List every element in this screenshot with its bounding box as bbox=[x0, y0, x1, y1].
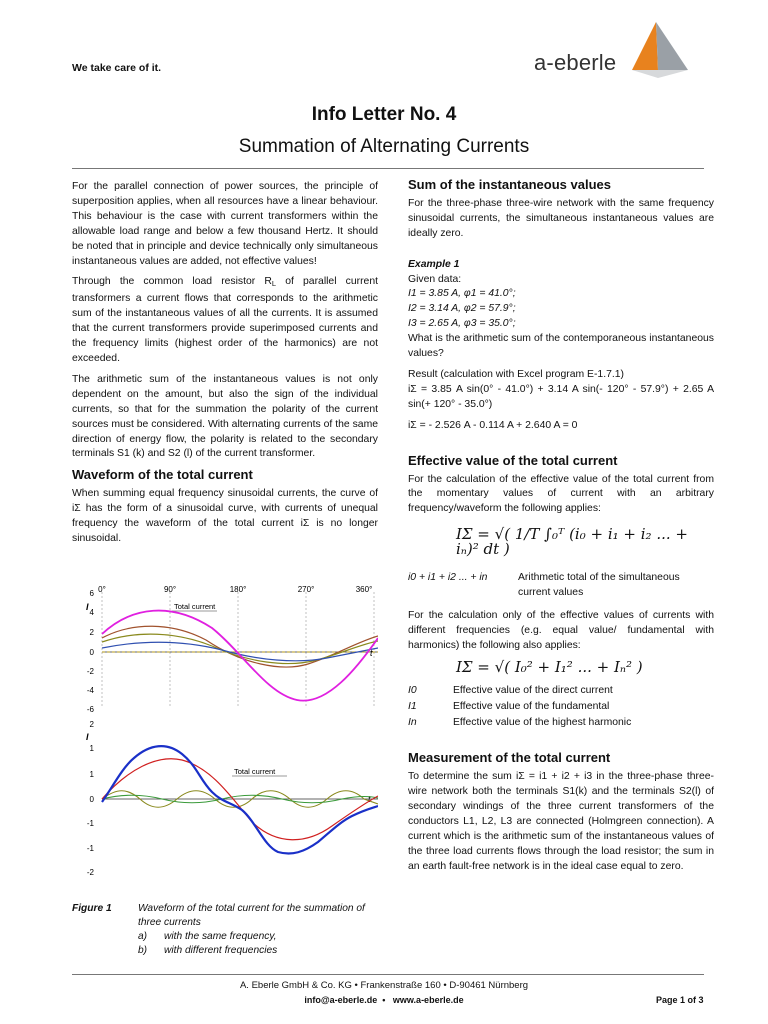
bottom-ytick-m1b: -1 bbox=[86, 844, 94, 853]
footer-contact bbox=[0, 995, 768, 1005]
bottom-ytick-1a: 1 bbox=[89, 744, 94, 753]
page-subtitle: Summation of Alternating Currents bbox=[238, 136, 530, 157]
top-curve-label: Total current bbox=[174, 602, 216, 611]
data-line-2: I2 = 3.14 A, φ2 = 57.9°; bbox=[408, 303, 516, 315]
paragraph-waveform: When summing equal frequency sinusoidal currents, the curve of iΣ has the form of a sinusoidal curve, with currents of unequal frequency the waveform of the total current iΣ is no longer sinusoidal. bbox=[72, 488, 378, 544]
top-xtick-270: 270° bbox=[297, 585, 315, 594]
def-in-val: Effective value of the highest harmonic bbox=[453, 717, 632, 729]
top-grid bbox=[102, 592, 378, 708]
logo-light-facet bbox=[632, 70, 688, 78]
bottom-ytick-1b: 1 bbox=[89, 770, 94, 779]
data-line-1: I1 = 3.85 A, φ1 = 41.0°; bbox=[408, 288, 516, 300]
caption-b-key: b) bbox=[138, 945, 148, 956]
footer-web[interactable]: www.a-eberle.de bbox=[392, 995, 464, 1005]
caption-b: with different frequencies bbox=[164, 945, 278, 956]
top-series-olive bbox=[102, 634, 378, 663]
heading-sum: Sum of the instantaneous values bbox=[408, 177, 611, 192]
header-divider bbox=[72, 168, 704, 169]
figure-caption bbox=[72, 902, 378, 958]
footer-address: A. Eberle GmbH & Co. KG • Frankenstraße 160 • D-90461 Nürnberg bbox=[239, 980, 529, 991]
company-logo-icon bbox=[628, 20, 708, 80]
example-title: Example 1 bbox=[408, 258, 460, 270]
bottom-ytick-m1a: -1 bbox=[86, 819, 94, 828]
top-xtick-0: 0° bbox=[98, 585, 106, 594]
data-line-3: I3 = 2.65 A, φ3 = 35.0°; bbox=[408, 318, 516, 330]
top-y-label: I bbox=[86, 602, 89, 612]
paragraph-sum: For the three-phase three-wire network with the same frequency sinusoidal currents, the simultaneous instantaneous values are ideally zero. bbox=[408, 197, 714, 239]
given-data: Given data: bbox=[408, 273, 462, 285]
chart-same-frequency bbox=[72, 582, 378, 714]
bottom-ytick-0: 0 bbox=[89, 795, 94, 804]
bottom-ytick-m2: -2 bbox=[86, 868, 94, 877]
bottom-ytick-2: 2 bbox=[89, 720, 94, 729]
heading-measurement: Measurement of the total current bbox=[408, 750, 611, 766]
caption-a: with the same frequency, bbox=[164, 931, 277, 942]
top-series-brown bbox=[102, 626, 378, 667]
page-title: Info Letter No. 4 bbox=[311, 104, 457, 125]
heading-effective: Effective value of the total current bbox=[408, 452, 618, 468]
result-line-1: iΣ = 3.85 A sin(0° - 41.0°) + 3.14 A sin(- 120° - 57.9°) + 2.65 A sin(+ 120° - 35.0°) bbox=[408, 383, 714, 410]
logo-text: a-eberle bbox=[534, 50, 617, 75]
def-arith bbox=[408, 571, 714, 601]
heading-waveform: Waveform of the total current bbox=[72, 467, 253, 483]
footer-bullet: • bbox=[379, 995, 391, 1005]
def-i0-key: I0 bbox=[408, 685, 417, 697]
def-val: Arithmetic total of the simultaneous current values bbox=[518, 572, 680, 598]
caption-label: Figure 1 bbox=[72, 903, 112, 914]
paragraph-superposition: For the parallel connection of power sources, the principle of superposition applies, when all resources have a linear behaviour. This behaviour is the case with current transformers within the allowable load range and below a few thousand Hertz. It should be noted that in principle and device technically only simultaneous instantaneous values are added, not effective values! bbox=[72, 181, 378, 267]
result-line-2: iΣ = - 2.526 A - 0.114 A + 2.640 A = 0 bbox=[408, 419, 578, 431]
def-list bbox=[408, 684, 714, 731]
left-column bbox=[72, 180, 378, 553]
logo-orange-facet bbox=[632, 22, 658, 70]
logo-gray-facet bbox=[656, 22, 688, 70]
top-ytick-2: 2 bbox=[89, 628, 94, 637]
paragraph-effective-2: For the calculation only of the effective values of currents with different frequencies (e.g. equal value/ fundamental with harmonics) the following also applies: bbox=[408, 609, 714, 651]
def-i1-val: Effective value of the fundamental bbox=[453, 701, 610, 713]
top-xtick-360: 360° bbox=[355, 585, 373, 594]
def-i1-key: I1 bbox=[408, 701, 417, 713]
paragraph-effective: For the calculation of the effective value of the total current from the momentary values of current with an arbitrary frequency/waveform the following applies: bbox=[408, 473, 714, 515]
top-ytick-0: 0 bbox=[89, 648, 94, 657]
top-x-label: t bbox=[370, 648, 373, 658]
top-ytick-m4: -4 bbox=[86, 686, 94, 695]
paragraph-measurement: To determine the sum iΣ = i1 + i2 + i3 in the three-phase three-wire network both the terminals S1(k) and the terminals S2(l) of secondary windings of the three current transformers of the conductors L1, L2, L3 are connected (Holmgreen connection). A current which is the arithmetic sum of the instantaneous values of the three load currents flows through the load resistor; the sum in an earth fault-free network is in the ideal case equal to zero. bbox=[408, 771, 714, 872]
footer-divider bbox=[72, 974, 704, 975]
bottom-curve-label: Total current bbox=[234, 767, 276, 776]
formula-rms: IΣ = √( 1/T ∫₀ᵀ (i₀ + i₁ + i₂ ... + iₙ)² dt ) bbox=[456, 525, 688, 559]
top-ytick-4: 4 bbox=[89, 608, 94, 617]
chart-different-frequencies bbox=[72, 718, 378, 880]
p2-sub: L bbox=[271, 279, 277, 289]
question: What is the arithmetic sum of the contemporaneous instantaneous values? bbox=[408, 333, 714, 360]
paragraph-polarity: The arithmetic sum of the instantaneous values is not only dependent on the amount, but also the sign of the individual currents, so that for the summation the polarity of the current sources must be considered. With alternating currents of the same direction of energy flow, the polarity is related to the secondary terminals S1 (k) and S2 (l) of the current transformer. bbox=[72, 373, 378, 460]
caption-a-key: a) bbox=[138, 931, 148, 942]
caption-text: Waveform of the total current for the summation of three currents bbox=[138, 903, 365, 928]
top-ytick-m2: -2 bbox=[86, 667, 94, 676]
tagline: We take care of it. bbox=[72, 62, 162, 74]
bottom-x-label: t bbox=[368, 794, 371, 804]
top-ytick-m6: -6 bbox=[86, 705, 94, 714]
top-ytick-6: 6 bbox=[89, 589, 94, 598]
def-key: i0 + i1 + i2 ... + in bbox=[408, 572, 488, 584]
p2-text-b: of parallel current transformers a current flows that corresponds to the arithmetic sum of the instantaneous values of all the currents. It is assumed that the current transformers provide superimposed currents and the frequency limits (highest order of the harmonics) are not exceeded. bbox=[72, 276, 378, 364]
p2-text-a: Through the common load resistor R bbox=[72, 276, 272, 288]
footer-email[interactable]: info@a-eberle.de bbox=[304, 995, 378, 1005]
result-intro: Result (calculation with Excel program E-1.7.1) bbox=[408, 368, 624, 380]
top-xtick-90: 90° bbox=[163, 585, 177, 594]
bottom-y-label: I bbox=[86, 732, 89, 742]
def-i0-val: Effective value of the direct current bbox=[453, 685, 613, 697]
paragraph-load-resistor bbox=[72, 275, 378, 366]
top-xtick-180: 180° bbox=[229, 585, 247, 594]
right-column bbox=[408, 178, 714, 880]
page-number: Page 1 of 3 bbox=[656, 995, 704, 1005]
formula-rms-harmonics: IΣ = √( I₀² + I₁² ... + Iₙ² ) bbox=[456, 657, 643, 676]
def-in-key: In bbox=[408, 717, 417, 729]
